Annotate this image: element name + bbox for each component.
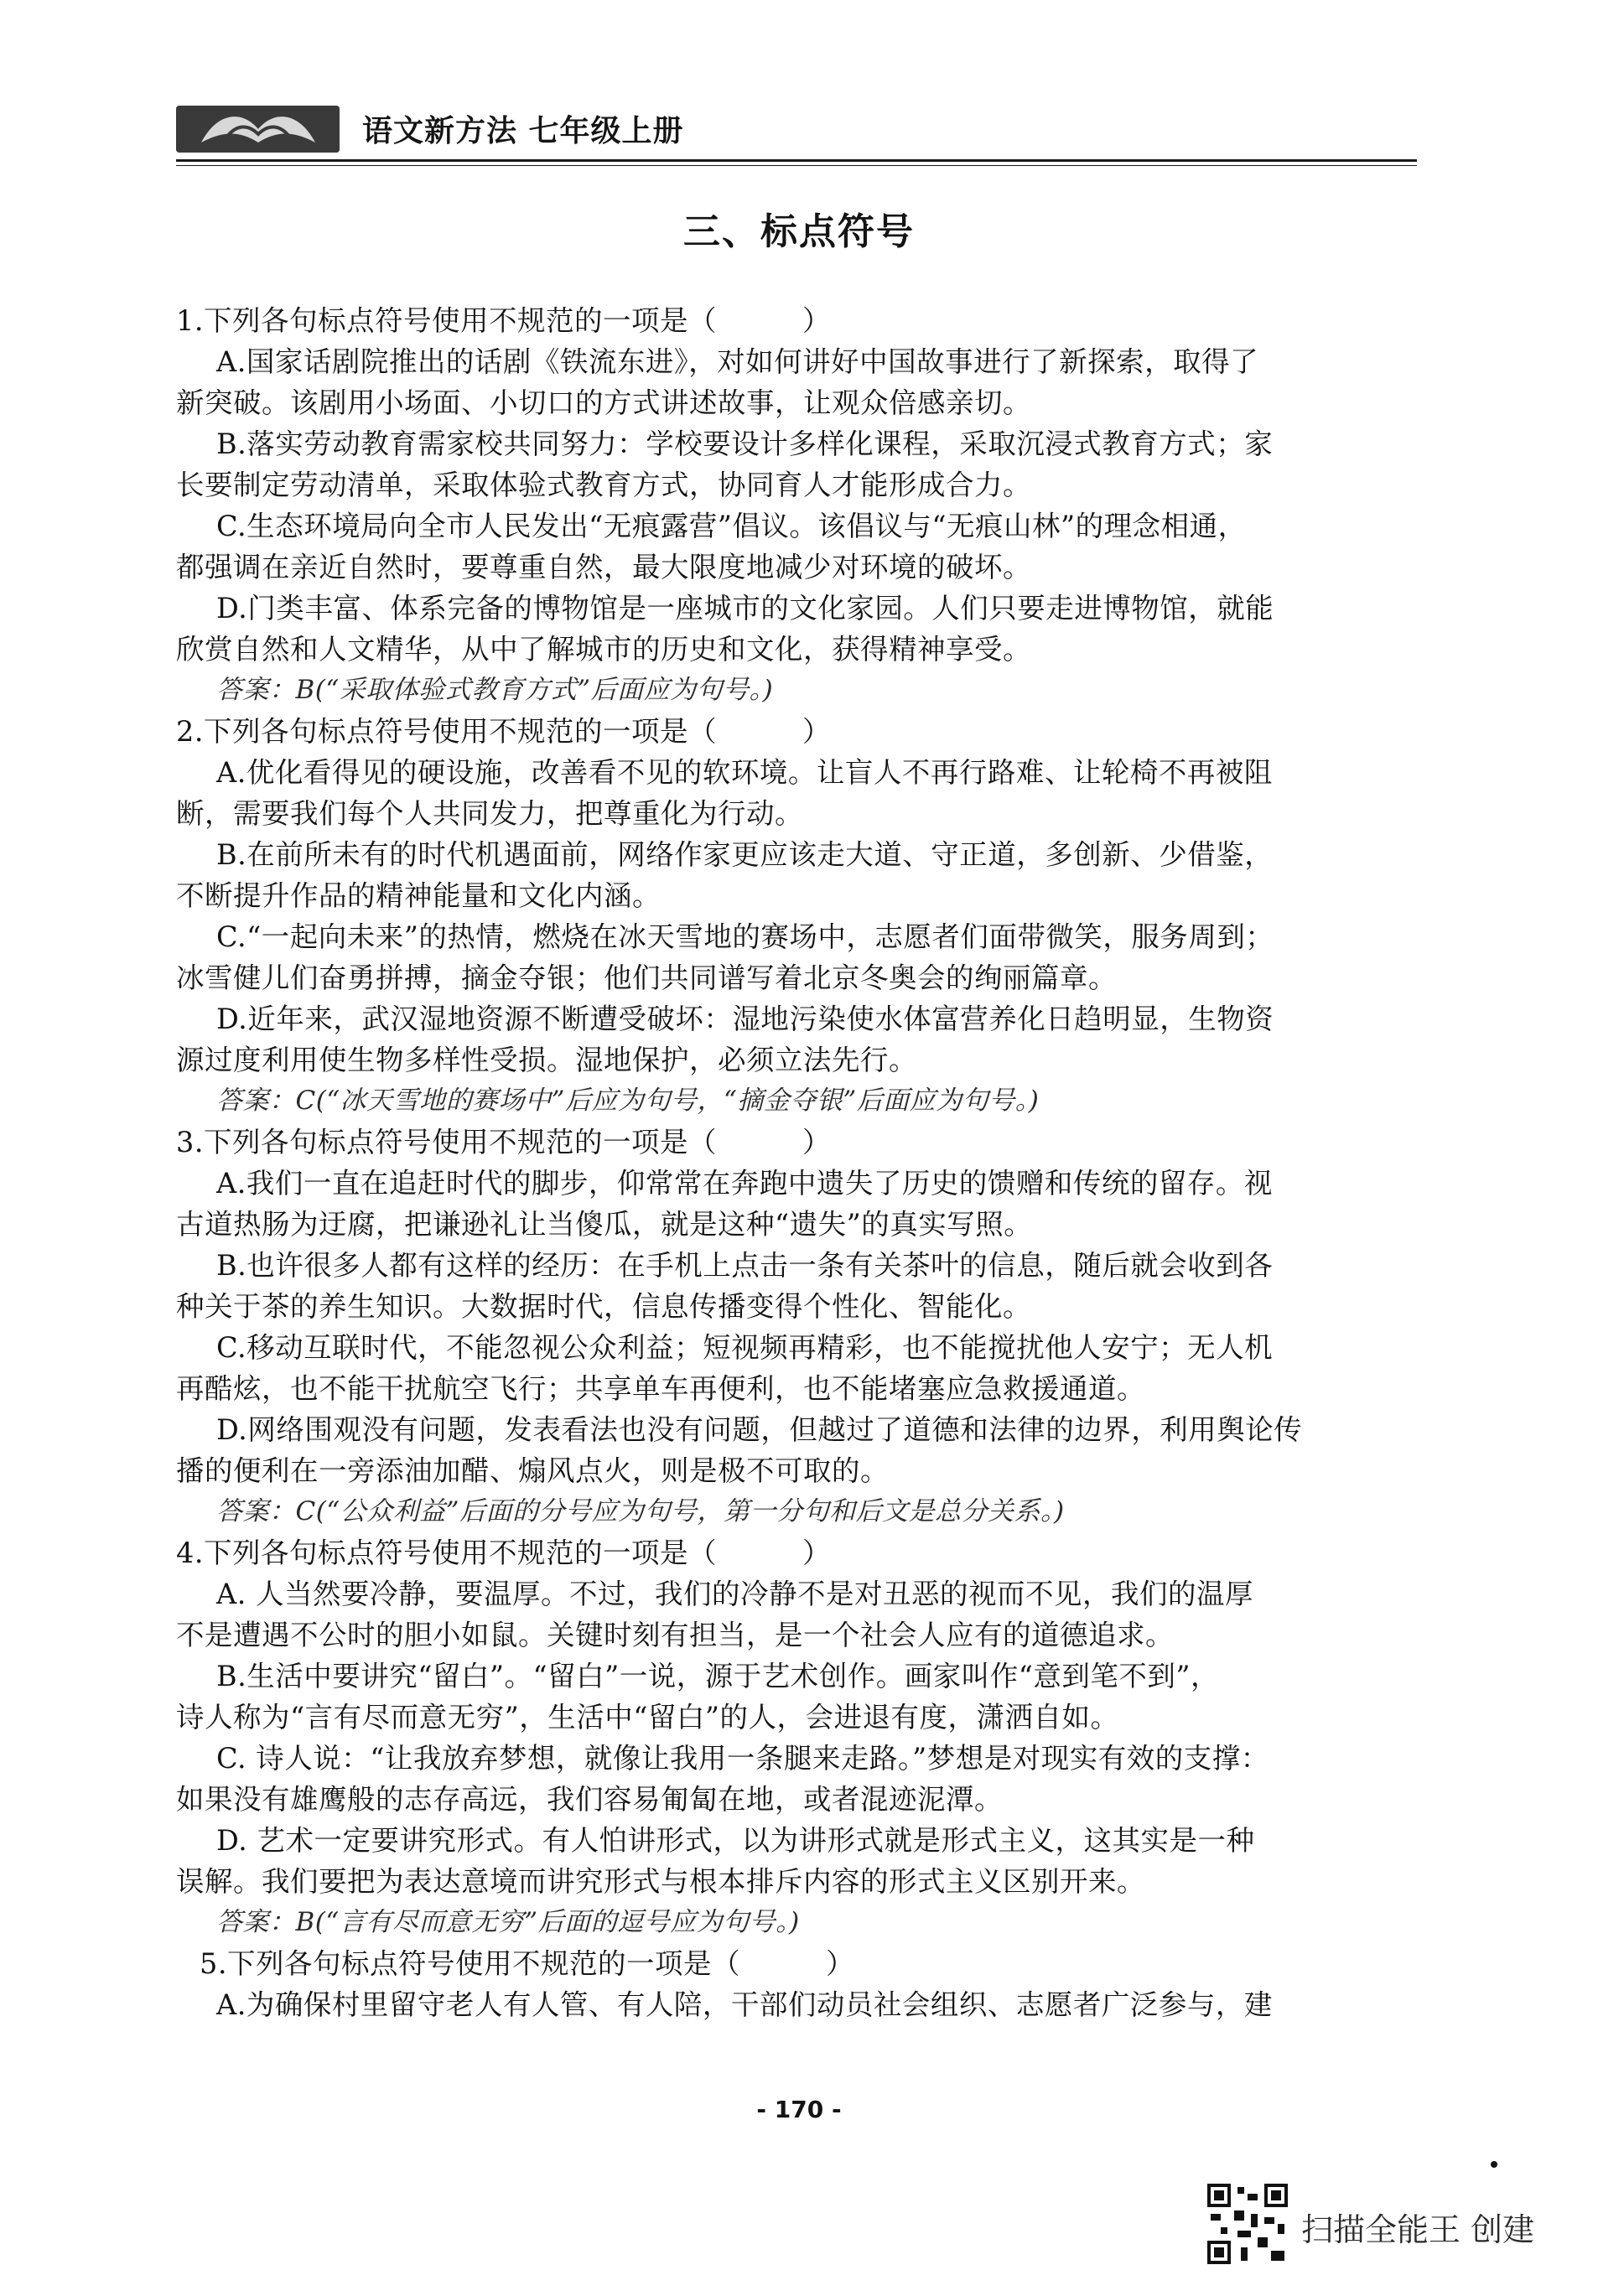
answer-note: 答案：B(“采取体验式教育方式”后面应为句号。) [216, 675, 774, 705]
option-a-line-2: 新突破。该剧用小场面、小切口的方式讲述故事，让观众倍感亲切。 [176, 386, 1031, 419]
series-title: 语文新方法 七年级上册 [362, 114, 684, 148]
scanner-credit: 扫描全能王 创建 [1301, 2211, 1535, 2248]
question-1 [176, 300, 1409, 711]
option-c-line-1: C.生态环境局向全市人民发出“无痕露营”倡议。该倡议与“无痕山林”的理念相通， [216, 510, 1247, 542]
scanner-watermark [1207, 2184, 1576, 2267]
scan-speck [1491, 2161, 1497, 2168]
option-d-line-2: 播的便利在一旁添油加醋、煽风点火，则是极不可取的。 [176, 1454, 889, 1487]
option-b-line-2: 长要制定劳动清单，采取体验式教育方式，协同育人才能形成合力。 [176, 469, 1031, 501]
option-d-line-1: D.网络围观没有问题，发表看法也没有问题，但越过了道德和法律的边界，利用舆论传 [216, 1413, 1303, 1446]
option-a-line-1: A.国家话剧院推出的话剧《铁流东进》，对如何讲好中国故事进行了新探索，取得了 [216, 345, 1259, 378]
option-a-line-2: 断，需要我们每个人共同发力，把尊重化为行动。 [176, 797, 803, 830]
question-stem: 2.下列各句标点符号使用不规范的一项是（ ） [176, 715, 831, 748]
option-c-line-2: 如果没有雄鹰般的志存高远，我们容易匍匐在地，或者混迹泥潭。 [176, 1783, 1003, 1816]
section-title: 三、标点符号 [683, 210, 915, 253]
answer-note: 答案：C(“冰天雪地的赛场中”后应为句号，“摘金夺银”后面应为句号。) [216, 1086, 1040, 1116]
option-c-line-2: 都强调在亲近自然时，要尊重自然，最大限度地减少对环境的破坏。 [176, 551, 1031, 583]
question-3 [176, 1122, 1409, 1532]
option-c-line-2: 再酷炫，也不能干扰航空飞行；共享单车再便利，也不能堵塞应急救援通道。 [176, 1372, 1145, 1405]
question-stem: 1.下列各句标点符号使用不规范的一项是（ ） [176, 304, 831, 337]
answer-note: 答案：B(“言有尽而意无穷”后面的逗号应为句号。) [216, 1907, 800, 1937]
option-a-line-1: A.我们一直在追赶时代的脚步，仰常常在奔跑中遗失了历史的馈赠和传统的留存。视 [216, 1167, 1273, 1200]
option-c-line-2: 冰雪健儿们奋勇拼搏，摘金夺银；他们共同谱写着北京冬奥会的绚丽篇章。 [176, 961, 1117, 994]
question-list [176, 300, 1409, 2025]
option-a-line-2: 古道热肠为迂腐，把谦逊礼让当傻瓜，就是这种“遗失”的真实写照。 [176, 1208, 1033, 1241]
option-d-line-1: D.门类丰富、体系完备的博物馆是一座城市的文化家园。人们只要走进博物馆，就能 [216, 592, 1274, 625]
question-stem: 3.下列各句标点符号使用不规范的一项是（ ） [176, 1126, 831, 1158]
option-a-line-1: A.优化看得见的硬设施，改善看不见的软环境。让盲人不再行路难、让轮椅不再被阻 [216, 756, 1273, 789]
option-a-line-1: A. 人当然要冷静，要温厚。不过，我们的冷静不是对丑恶的视而不见，我们的温厚 [216, 1578, 1253, 1610]
qr-code-icon [1207, 2184, 1288, 2264]
option-b-line-1: B.落实劳动教育需家校共同努力：学校要设计多样化课程，采取沉浸式教育方式；家 [216, 428, 1274, 460]
question-4 [176, 1532, 1409, 1943]
question-2 [176, 711, 1409, 1122]
option-b-line-1: B.生活中要讲究“留白”。“留白”一说，源于艺术创作。画家叫作“意到笔不到”， [216, 1660, 1220, 1692]
option-b-line-2: 种关于茶的养生知识。大数据时代，信息传播变得个性化、智能化。 [176, 1290, 1031, 1323]
option-b-line-1: B.也许很多人都有这样的经历：在手机上点击一条有关茶叶的信息，随后就会收到各 [216, 1249, 1274, 1282]
header-rule-thin [176, 165, 1417, 166]
series-logo-icon [176, 106, 340, 153]
option-b-line-2: 诗人称为“言有尽而意无穷”，生活中“留白”的人，会进退有度，潇洒自如。 [176, 1701, 1119, 1734]
option-c-line-1: C.移动互联时代，不能忽视公众利益；短视频再精彩，也不能搅扰他人安宁；无人机 [216, 1331, 1274, 1364]
option-b-line-1: B.在前所未有的时代机遇面前，网络作家更应该走大道、守正道，多创新、少借鉴， [216, 838, 1274, 871]
option-d-line-2: 欣赏自然和人文精华，从中了解城市的历史和文化，获得精神享受。 [176, 633, 1031, 666]
header-rule [176, 159, 1417, 162]
question-stem: 4.下列各句标点符号使用不规范的一项是（ ） [176, 1537, 831, 1569]
option-d-line-1: D. 艺术一定要讲究形式。有人怕讲形式，以为讲形式就是形式主义，这其实是一种 [216, 1824, 1255, 1857]
option-b-line-2: 不断提升作品的精神能量和文化内涵。 [176, 879, 661, 912]
page-number: - 170 - [756, 2096, 842, 2123]
page-header [176, 99, 1417, 158]
option-a-line-2: 不是遭遇不公时的胆小如鼠。关键时刻有担当，是一个社会人应有的道德追求。 [176, 1619, 1174, 1651]
question-stem: 5.下列各句标点符号使用不规范的一项是（ ） [200, 1947, 854, 1980]
option-c-line-1: C. 诗人说：“让我放弃梦想，就像让我用一条腿来走路。”梦想是对现实有效的支撑： [216, 1742, 1269, 1775]
option-a-line-1: A.为确保村里留守老人有人管、有人陪，干部们动员社会组织、志愿者广泛参与，建 [216, 1988, 1273, 2021]
option-d-line-2: 误解。我们要把为表达意境而讲究形式与根本排斥内容的形式主义区别开来。 [176, 1865, 1145, 1898]
question-5 [176, 1943, 1409, 2025]
answer-note: 答案：C(“公众利益”后面的分号应为句号，第一分句和后文是总分关系。) [216, 1496, 1065, 1526]
option-c-line-1: C.“一起向未来”的热情，燃烧在冰天雪地的赛场中，志愿者们面带微笑，服务周到； [216, 920, 1274, 953]
option-d-line-1: D.近年来，武汉湿地资源不断遭受破坏：湿地污染使水体富营养化日趋明显，生物资 [216, 1003, 1274, 1035]
option-d-line-2: 源过度利用使生物多样性受损。湿地保护，必须立法先行。 [176, 1044, 917, 1076]
